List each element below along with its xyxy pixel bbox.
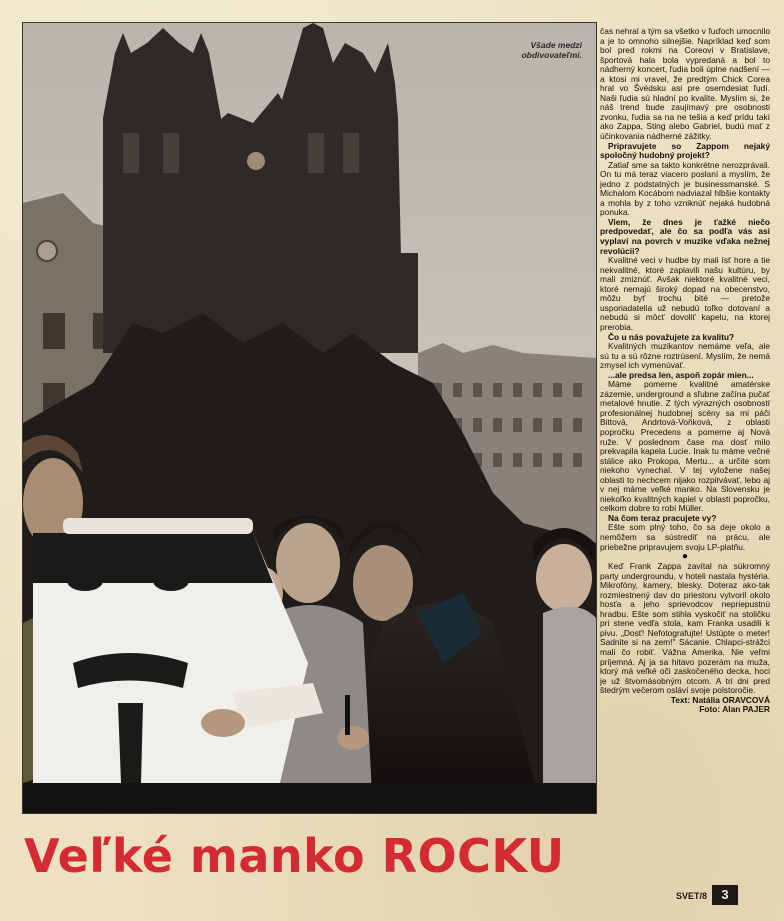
article-paragraph: Keď Frank Zappa zavítal na súkromný party undergroundu, v hoteli nastala hystéria. Mikrofóny, kamery, blesky. Doteraz ako-tak rozmiestnený dav do priestoru vytvoril okolo hosťa a jeho sprievodcov nepriepustnú hradbu. Ešte som stihla vyskočiť na stoličku pri stene vedľa stola, kam Franka usadili k pivu. „Dosť! Nefotografujte! Ustúpte o meter! Sadnite si na zem!" Sácanie. Chlapci-strážci mali čo robiť. Vážna Amerika. Nie veľmi príjemná. Aj ja sa hitavo pozerám na muža, ktorý má veľké oči zaskočeného decka, hoci je už štvornásobným otcom. A tri dni pred štedrým večerom osláví svoje polstoročie.	[600, 561, 770, 696]
page-number: 3	[712, 885, 738, 905]
section-separator: ●	[681, 551, 689, 563]
interview-question: Viem, že dnes je ťažké niečo predpovedať, ale čo sa podľa vás asi vyplaví na povrch v muzike vďaka nežnej revolúcii?	[600, 216, 770, 256]
article-paragraph: Ešte som plný toho, čo sa deje okolo a nemôžem sa sústrediť na prácu, ale priebežne pripravujem svoju LP-platňu.	[600, 522, 770, 552]
photo-caption: Všade medzi obdivovateľmi.	[521, 40, 582, 60]
article-paragraph: Máme pomerne kvalitné amatérske zázemie, underground a sľubne začína pučať metalové hnutie. Z tých výrazných osobností profesionálnej hudobnej scény sa mi páči Bittová, Andrtová-Voňková, z oblasti popročku Precedens a pomerne aj Nová ruže. V poslednom čase ma dosť milo prekvapila kapela Lucie. Inak tu máme večné stálice ako Prokopa, Mertu... a určite som niekoho vynechal. V tej vyložene našej oblasti to nechcem nijako rozpitvávať, lebo aj v nej máme veľké manko. Na Slovensku je niekoľko kvalitných kapiel v oblasti popročku, celkom dobre to robí Müller.	[600, 379, 770, 514]
article-column	[600, 27, 770, 827]
article-paragraph: čas nehral a tým sa všetko v ľuďoch umocnilo a je to omnoho silnejšie. Napríklad keď som bol pred rokmi na Coreovi v Bratislave, športová hala bola vypredaná a bol to nádherný koncert, ľudia boli úplne nadšení — a ktosi mi vravel, že predtým Chick Corea hral vo Švédsku asi pre osemdesiat ľudí. Naši ľudia sú hladní po kvalite. Myslím si, že náš trend bude zaujímavý pre osobnosti zvonku, ľudia sa na ne tešia a keď prídu takí ako Zappa, Sting alebo Gabriel, budú mať z účinkovania nádherné zážitky.	[600, 26, 770, 142]
article-paragraph: Kvalitných muzikantov nemáme veľa, ale sú tu a sú rôzne roztrúsení. Myslím, že nemá zmysel ich vymenúvať.	[600, 341, 770, 371]
byline: Foto: Alan PAJER	[699, 704, 770, 715]
article-paragraph: Zatiaľ sme sa takto konkrétne nerozprávali. On tu má teraz viacero poslaní a myslím, že jedno z podstatných je businessmanské. S Michalom Kocábom nadviazal hlbšie kontakty a mohla by z toho vzniknúť nejaká hudobná ponuka.	[600, 159, 770, 218]
byline: Text: Natália ORAVCOVÁ	[670, 694, 770, 705]
magazine-issue: SVET/8	[676, 891, 708, 901]
article-paragraph: Kvalitné veci v hudbe by mali ísť hore a tie nekvalitné, ktoré zaplavili našu kultúru, by mali zmiznúť. Avšak niektoré kvalitné veci, ktoré nemajú široký dopad na obecenstvo, môžu byť trochu bité — pretože usporiadatelia už nebudú toľko dotovaní a nebudú si môcť dovoliť kapelu, na ktorej prerobia.	[600, 255, 770, 332]
interview-question: Na čom teraz pracujete vy?	[608, 512, 717, 523]
interview-question: Pripravujete so Zappom nejaký spoločný hudobný projekt?	[600, 140, 770, 161]
cover-photo	[22, 22, 597, 814]
photo-illustration	[23, 23, 596, 813]
headline: Veľké manko ROCKU	[24, 829, 565, 883]
interview-question: ...ale predsa len, aspoň zopár mien...	[608, 369, 754, 380]
interview-question: Čo u nás považujete za kvalitu?	[608, 331, 735, 342]
